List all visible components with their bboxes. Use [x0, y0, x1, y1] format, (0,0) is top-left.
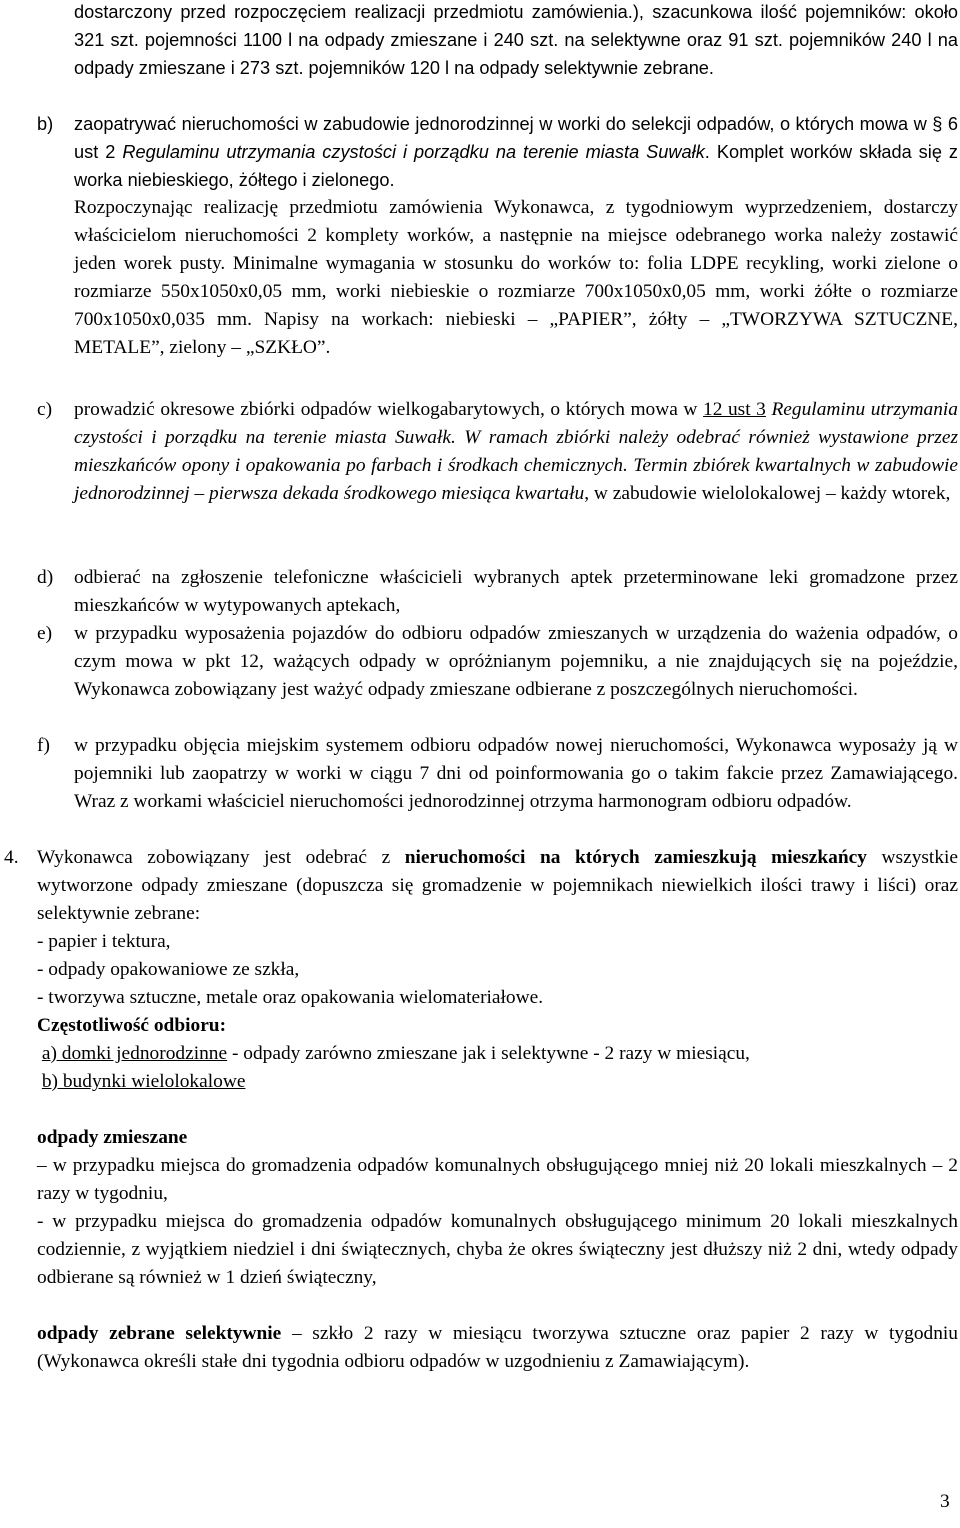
item-b-text-2: . Komplet worków składa się z worka niebieskiego, żółtego i zielonego. — [74, 142, 959, 190]
item-e-text: w przypadku wyposażenia pojazdów do odbioru odpadów zmieszanych w urządzenia do ważenia odpadów, o czym mowa w pkt 12, ważących odpady w opróżnianym pojemniku, a nie znajdujących się na pojeździe, Wykonawca zobowiązany jest ważyć odpady zmieszane odbierane z poszczególnych nieruchomości. — [74, 623, 958, 700]
item-c-paragraph — [74, 396, 958, 508]
item-b-regulation-ref: Regulaminu utrzymania czystości i porządku na terenie miasta Suwałk — [122, 142, 705, 162]
item-b-paragraph — [74, 110, 958, 194]
frequency-b — [37, 1068, 958, 1096]
waste-types-list — [37, 928, 958, 1096]
item-c-underlined: 12 ust 3 — [703, 399, 766, 420]
mixed-waste-rule-1: – w przypadku miejsca do gromadzenia odpadów komunalnych obsługującego mniej niż 20 lokali mieszkalnych – 2 razy w tygodniu, — [37, 1155, 958, 1204]
item-f-text: w przypadku objęcia miejskim systemem odbioru odpadów nowej nieruchomości, Wykonawca wyposaży ją w pojemniki lub zaopatrzy w worki w ciągu 7 dni od poinformowania go o takim fakcie przez Zamawiającego. Wraz z workami właściciel nieruchomości jednorodzinnej otrzyma harmonogram odbioru odpadów. — [74, 735, 958, 812]
section-4-paragraph — [37, 844, 958, 928]
section-4-bold: nieruchomości na których zamieszkują mieszkańcy — [404, 847, 867, 868]
item-d-paragraph — [74, 564, 958, 620]
item-d-marker: d) — [37, 567, 54, 588]
section-4-text-2: wszystkie wytworzone odpady zmieszane (dopuszcza się gromadzenie w pojemnikach niewielkich ilości trawy i liści) oraz selektywnie zebrane: — [37, 847, 959, 924]
section-4-marker: 4. — [4, 847, 19, 868]
frequency-a-label: a) domki jednorodzinne — [41, 1043, 228, 1064]
item-c-italic: Regulaminu utrzymania czystości i porządku na terenie miasta Suwałk. W ramach zbiórki należy odebrać również wystawione przez mieszkańców opony i opakowania po farbach i środkach chemicznych. Termin zbiórek kwartalnych w zabudowie jednorodzinnej – pierwsza dekada środkowego miesiąca kwartału — [74, 399, 958, 504]
item-d-text: odbierać na zgłoszenie telefoniczne właścicieli wybranych aptek przeterminowane leki gromadzone przez mieszkańców w wytypowanych aptekach, — [74, 567, 958, 616]
selective-waste-bold: odpady zebrane selektywnie — [37, 1323, 282, 1344]
intro-paragraph — [74, 0, 958, 82]
frequency-b-label: b) budynki wielolokalowe — [41, 1071, 246, 1092]
frequency-a — [37, 1040, 958, 1068]
section-4-text-1: Wykonawca zobowiązany jest odebrać z — [37, 847, 405, 868]
item-c-text-3: , w zabudowie wielolokalowej – każdy wtorek, — [584, 483, 951, 504]
item-f-marker: f) — [37, 735, 50, 756]
item-b-text-1: zaopatrywać nieruchomości w zabudowie jednorodzinnej w worki do selekcji odpadów, o których mowa w § 6 ust 2 — [74, 114, 958, 162]
item-e-marker: e) — [37, 623, 53, 644]
list-item: - odpady opakowaniowe ze szkła, — [37, 959, 300, 980]
frequency-heading: Częstotliwość odbioru: — [37, 1015, 227, 1036]
item-e-paragraph — [74, 620, 958, 704]
selective-waste-text: – szkło 2 razy w miesiącu tworzywa sztuczne oraz papier 2 razy w tygodniu (Wykonawca określi stałe dni tygodnia odbioru odpadów w uzgodnieniu z Zamawiającym). — [37, 1323, 958, 1372]
selective-waste-paragraph — [37, 1320, 958, 1376]
item-b-marker: b) — [37, 114, 54, 134]
list-item: - papier i tektura, — [37, 931, 171, 952]
item-b-requirements — [74, 194, 958, 362]
item-c-text-1: prowadzić okresowe zbiórki odpadów wielkogabarytowych, o których mowa w — [74, 399, 704, 420]
item-f-paragraph — [74, 732, 958, 816]
list-item: - tworzywa sztuczne, metale oraz opakowania wielomateriałowe. — [37, 987, 544, 1008]
mixed-waste-section — [37, 1124, 958, 1292]
frequency-a-text: - odpady zarówno zmieszane jak i selektywne - 2 razy w miesiącu, — [227, 1043, 750, 1064]
item-c-marker: c) — [37, 399, 53, 420]
mixed-waste-rule-2: - w przypadku miejsca do gromadzenia odpadów komunalnych obsługującego minimum 20 lokali mieszkalnych codziennie, z wyjątkiem niedziel i dni świątecznych, chyba że okres świąteczny jest dłuższy niż 2 dni, wtedy odpady odbierane są również w 1 dzień świąteczny, — [37, 1211, 958, 1288]
item-b-text-3: Rozpoczynając realizację przedmiotu zamówienia Wykonawca, z tygodniowym wyprzedzeniem, dostarczy właścicielom nieruchomości 2 komplety worków, a następnie na miejsce odebranego worka należy zostawić jeden worek pusty. Minimalne wymagania w stosunku do worków to: folia LDPE recykling, worki zielone o rozmiarze 550x1050x0,05 mm, worki niebieskie o rozmiarze 700x1050x0,05 mm, worki żółte o rozmiarze 700x1050x0,035 mm. Napisy na workach: niebieski – „PAPIER”, żółty – „TWORZYWA SZTUCZNE, METALE”, zielony – „SZKŁO”. — [74, 197, 958, 358]
intro-text: dostarczony przed rozpoczęciem realizacji przedmiotu zamówienia.), szacunkowa ilość pojemników: około 321 szt. pojemności 1100 l na odpady zmieszane i 240 szt. na selektywne oraz 91 szt. pojemników 240 l na odpady zmieszane i 273 szt. pojemników 120 l na odpady selektywnie zebrane. — [74, 2, 958, 78]
mixed-waste-heading: odpady zmieszane — [37, 1127, 188, 1148]
page-number: 3 — [940, 1491, 950, 1512]
